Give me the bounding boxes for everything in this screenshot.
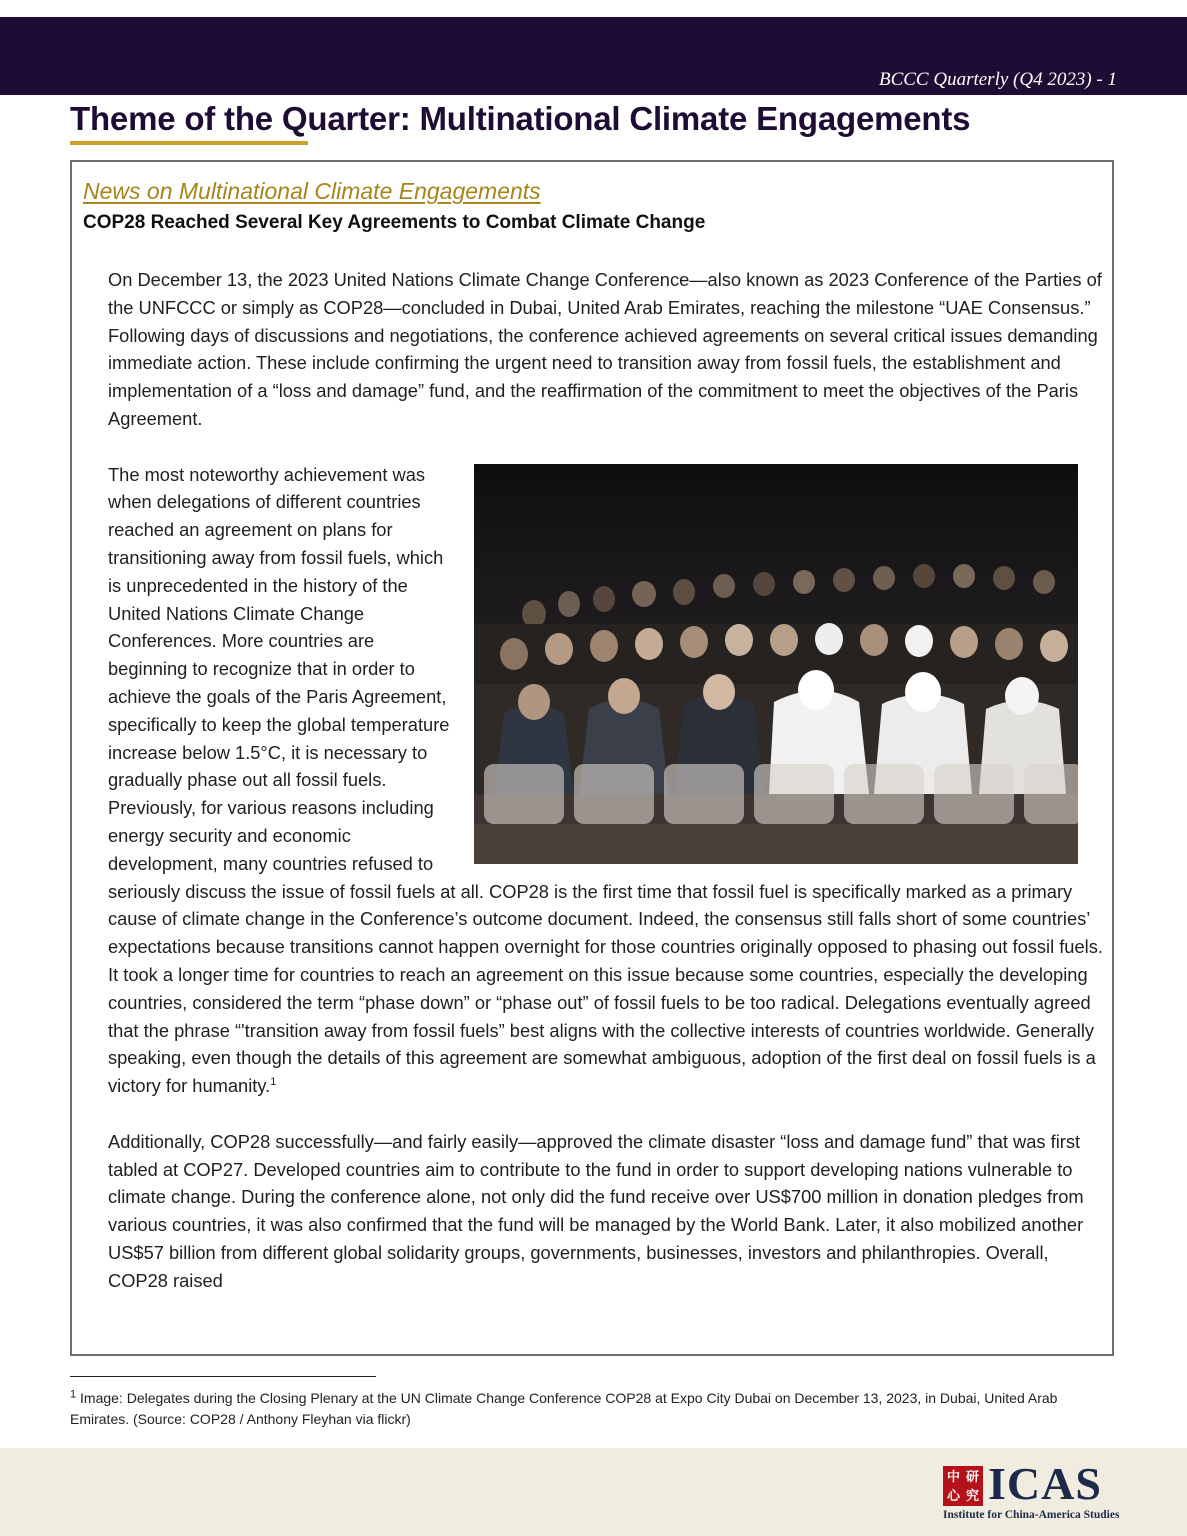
- paragraph-3: Additionally, COP28 successfully—and fairly easily—approved the climate disaster “loss and damage fund” that was first tabled at COP27. Developed countries aim to contribute to the fund in order to support developing nations vulnerable to climate change. During the conference alone, not only did the fund receive over US$700 million in donation pledges from various countries, it was also confirmed that the fund will be managed by the World Bank. Later, it also mobilized another US$57 billion from different global solidarity groups, governments, businesses, investors and philanthropies. Overall, COP28 raised: [108, 1130, 1084, 1291]
- footnote-divider: [70, 1376, 376, 1377]
- paragraph-2-text: The most noteworthy achievement was when delegations of different countries reached an agreement on plans for transitioning away from fossil fuels, which is unprecedented in the history of the United Nations Climate Change Conferences. More countries are beginning to recognize that in order to achieve the goals of the Paris Agreement, specifically to keep the global temperature increase below 1.5°C, it is necessary to gradually phase out all fossil fuels. Previously, for various reasons including energy security and economic development, many countries refused to seriously discuss the issue of fossil fuels at all. COP28 is the first time that fossil fuel is specifically marked as a primary cause of climate change in the Conference’s outcome document. Indeed, the consensus still falls short of some countries’ expectations because transitions cannot happen overnight for those countries originally opposed to phasing out fossil fuels. It took a longer time for countries to reach an agreement on this issue because some countries, especially the developing countries, considered the term “phase down” or “phase out” of fossil fuels to be too radical. Delegations eventually agreed that the phrase “'transition away from fossil fuels” best aligns with the collective interests of countries worldwide. Generally speaking, even though the details of this agreement are somewhat ambiguous, adoption of the first deal on fossil fuels is a victory for humanity.: [108, 463, 1103, 1097]
- paragraph-1: On December 13, the 2023 United Nations Climate Change Conference—also known as 2023 Conference of the Parties of the UNFCCC or simply as COP28—concluded in Dubai, United Arab Emirates, reaching the milestone “UAE Consensus.” Following days of discussions and negotiations, the conference achieved agreements on several critical issues demanding immediate action. These include confirming the urgent need to transition away from fossil fuels, the establishment and implementation of a “loss and damage” fund, and the reaffirmation of the commitment to meet the objectives of the Paris Agreement.: [108, 269, 1102, 429]
- running-header: BCCC Quarterly (Q4 2023) - 1: [878, 69, 1117, 90]
- seal-char: 究: [965, 1488, 979, 1503]
- title-underline: [70, 141, 308, 145]
- seal-char: 中: [946, 1469, 960, 1484]
- seal-char: 研: [965, 1469, 979, 1484]
- footnote-text: Image: Delegates during the Closing Plenary at the UN Climate Change Conference COP28 at Expo City Dubai on December 13, 2023, in Dubai, United Arab Emirates. (Source: COP28 / Anthony Fleyhan via flickr): [70, 1390, 1058, 1427]
- article-body: [108, 266, 1108, 1322]
- page-title: Theme of the Quarter: Multinational Climate Engagements: [70, 100, 971, 137]
- article-title: COP28 Reached Several Key Agreements to Combat Climate Change: [83, 212, 706, 233]
- icas-logo-subtitle: Institute for China-America Studies: [943, 1509, 1120, 1521]
- footnote-marker: 1: [70, 1388, 77, 1401]
- footnote: [70, 1388, 1110, 1430]
- section-heading[interactable]: News on Multinational Climate Engagements: [83, 178, 541, 204]
- seal-char: 心: [946, 1488, 960, 1503]
- icas-logo-text: ICAS: [988, 1458, 1102, 1509]
- conference-photo-illustration: [474, 464, 1078, 864]
- article-box: [70, 160, 1114, 1356]
- icas-seal-logo: [943, 1466, 983, 1506]
- conference-photo: [474, 464, 1078, 864]
- footnote-reference[interactable]: 1: [270, 1076, 277, 1089]
